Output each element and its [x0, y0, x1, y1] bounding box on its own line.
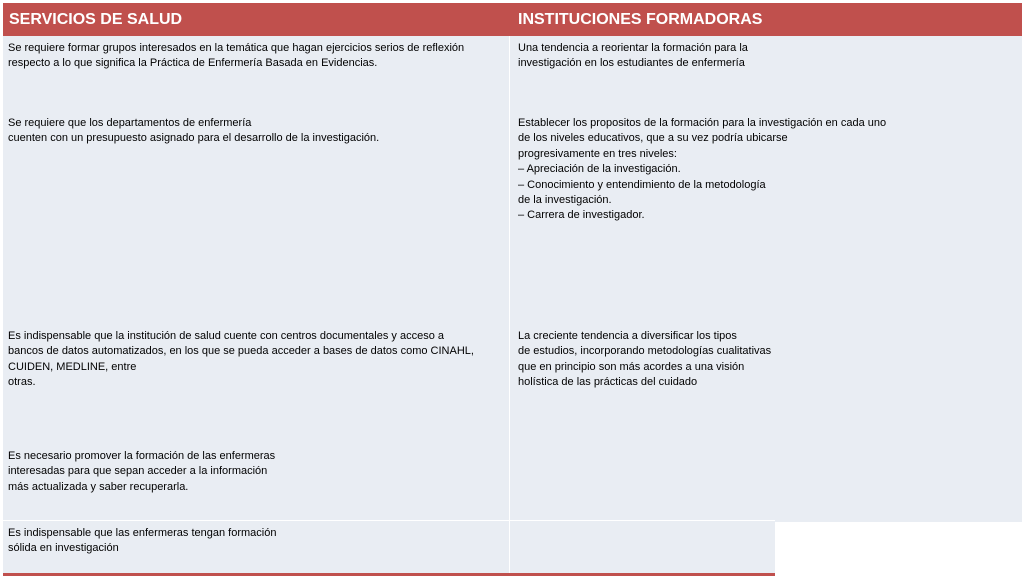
row-1-servicios-cell: Se requiere formar grupos interesados en la temática que hagan ejercicios serios de reflexión respecto a lo que significa la Práctica de Enfermería Basada en Evidencias. [8, 42, 465, 70]
row-1-instituciones-cell: Una tendencia a reorientar la formación para la investigación en los estudiantes de enfermería [518, 42, 748, 70]
comparison-table [3, 3, 1024, 576]
row-4-servicios-cell: Es necesario promover la formación de las enfermeras interesadas para que sepan acceder a la información más actualizada y saber recuperarla. [8, 450, 276, 493]
row-2-instituciones-cell: Establecer los propositos de la formación para la investigación en cada uno de los niveles educativos, que a su vez podría ubicarse progresivamente en tres niveles: – Apreciación de la investigación. – Conocimiento y entendimiento de la metodología de la investigación. – Carrera de investigador. [518, 117, 887, 222]
header-instituciones-formadoras: INSTITUCIONES FORMADORAS [518, 11, 763, 28]
row-3-servicios-cell: Es indispensable que la institución de salud cuente con centros documentales y acceso a bancos de datos automatizados, en los que se pueda acceder a bases de datos como CINAHL, CUIDEN, MEDLINE, entre otras. [8, 330, 474, 389]
bottom-right-blank [775, 522, 1022, 576]
row-5-servicios-cell: Es indispensable que las enfermeras tengan formación sólida en investigación [8, 527, 277, 555]
row-divider [3, 520, 775, 521]
column-divider [509, 36, 510, 576]
row-2-servicios-cell: Se requiere que los departamentos de enfermería cuenten con un presupuesto asignado para el desarrollo de la investigación. [8, 117, 380, 145]
row-3-instituciones-cell: La creciente tendencia a diversificar los tipos de estudios, incorporando metodologías cualitativas que en principio son más acordes a una visión holística de las prácticas del cuidado [518, 330, 772, 389]
header-servicios-de-salud: SERVICIOS DE SALUD [9, 11, 183, 28]
table-header [3, 3, 1024, 36]
